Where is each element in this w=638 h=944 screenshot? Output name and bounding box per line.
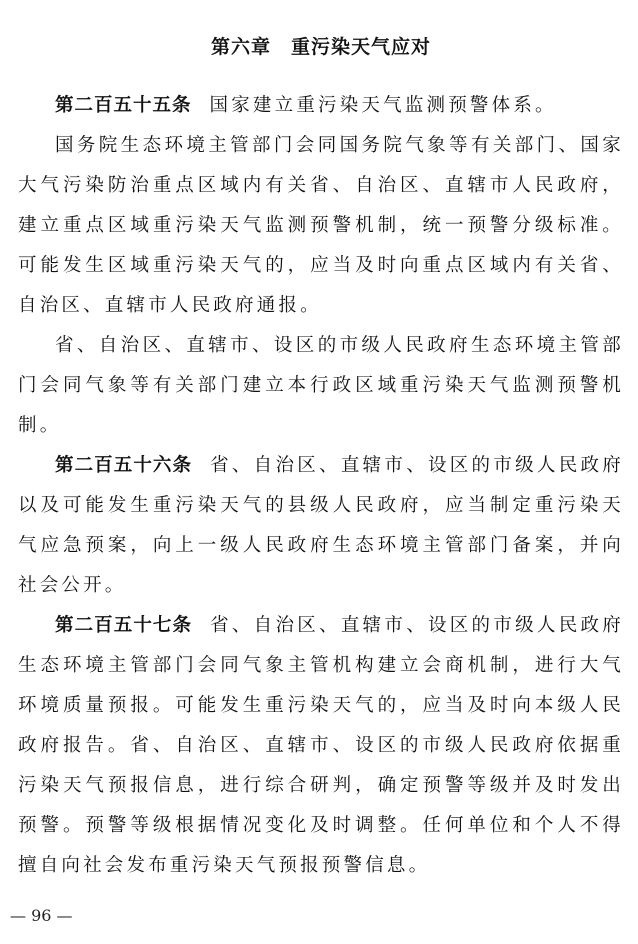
chapter-title: 第六章 重污染天气应对	[210, 36, 431, 58]
page-number: — 96 —	[10, 906, 73, 925]
article-257	[18, 606, 624, 886]
article-number: 第二百五十六条	[55, 455, 193, 476]
article-number: 第二百五十五条	[55, 95, 192, 116]
article-number: 第二百五十七条	[55, 615, 193, 636]
article-256	[18, 446, 624, 606]
article-lead-text: 省、自治区、直辖市、设区的市级人民政府生态环境主管部门会同气象主管机构建立会商机制，进行大气环境质量预报。可能发生重污染天气的，应当及时向本级人民政府报告。省、自治区、直辖市、设区的市级人民政府依据重污染天气预报信息，进行综合研判，确定预警等级并及时发出预警。预警等级根据情况变化及时调整。任何单位和个人不得擅自向社会发布重污染天气预报预警信息。	[18, 615, 624, 876]
article-255	[18, 86, 624, 126]
article-lead-text: 省、自治区、直辖市、设区的市级人民政府以及可能发生重污染天气的县级人民政府，应当制定重污染天气应急预案，向上一级人民政府生态环境主管部门备案，并向社会公开。	[18, 455, 624, 596]
article-255-paragraph-1: 国务院生态环境主管部门会同国务院气象等有关部门、国家大气污染防治重点区域内有关省、自治区、直辖市人民政府，建立重点区域重污染天气监测预警机制，统一预警分级标准。可能发生区域重污染天气的，应当及时向重点区域内有关省、自治区、直辖市人民政府通报。	[18, 135, 624, 316]
document-page	[18, 20, 624, 886]
article-lead-text: 国家建立重污染天气监测预警体系。	[209, 95, 557, 116]
article-255-paragraph-2: 省、自治区、直辖市、设区的市级人民政府生态环境主管部门会同气象等有关部门建立本行政区域重污染天气监测预警机制。	[18, 335, 624, 436]
